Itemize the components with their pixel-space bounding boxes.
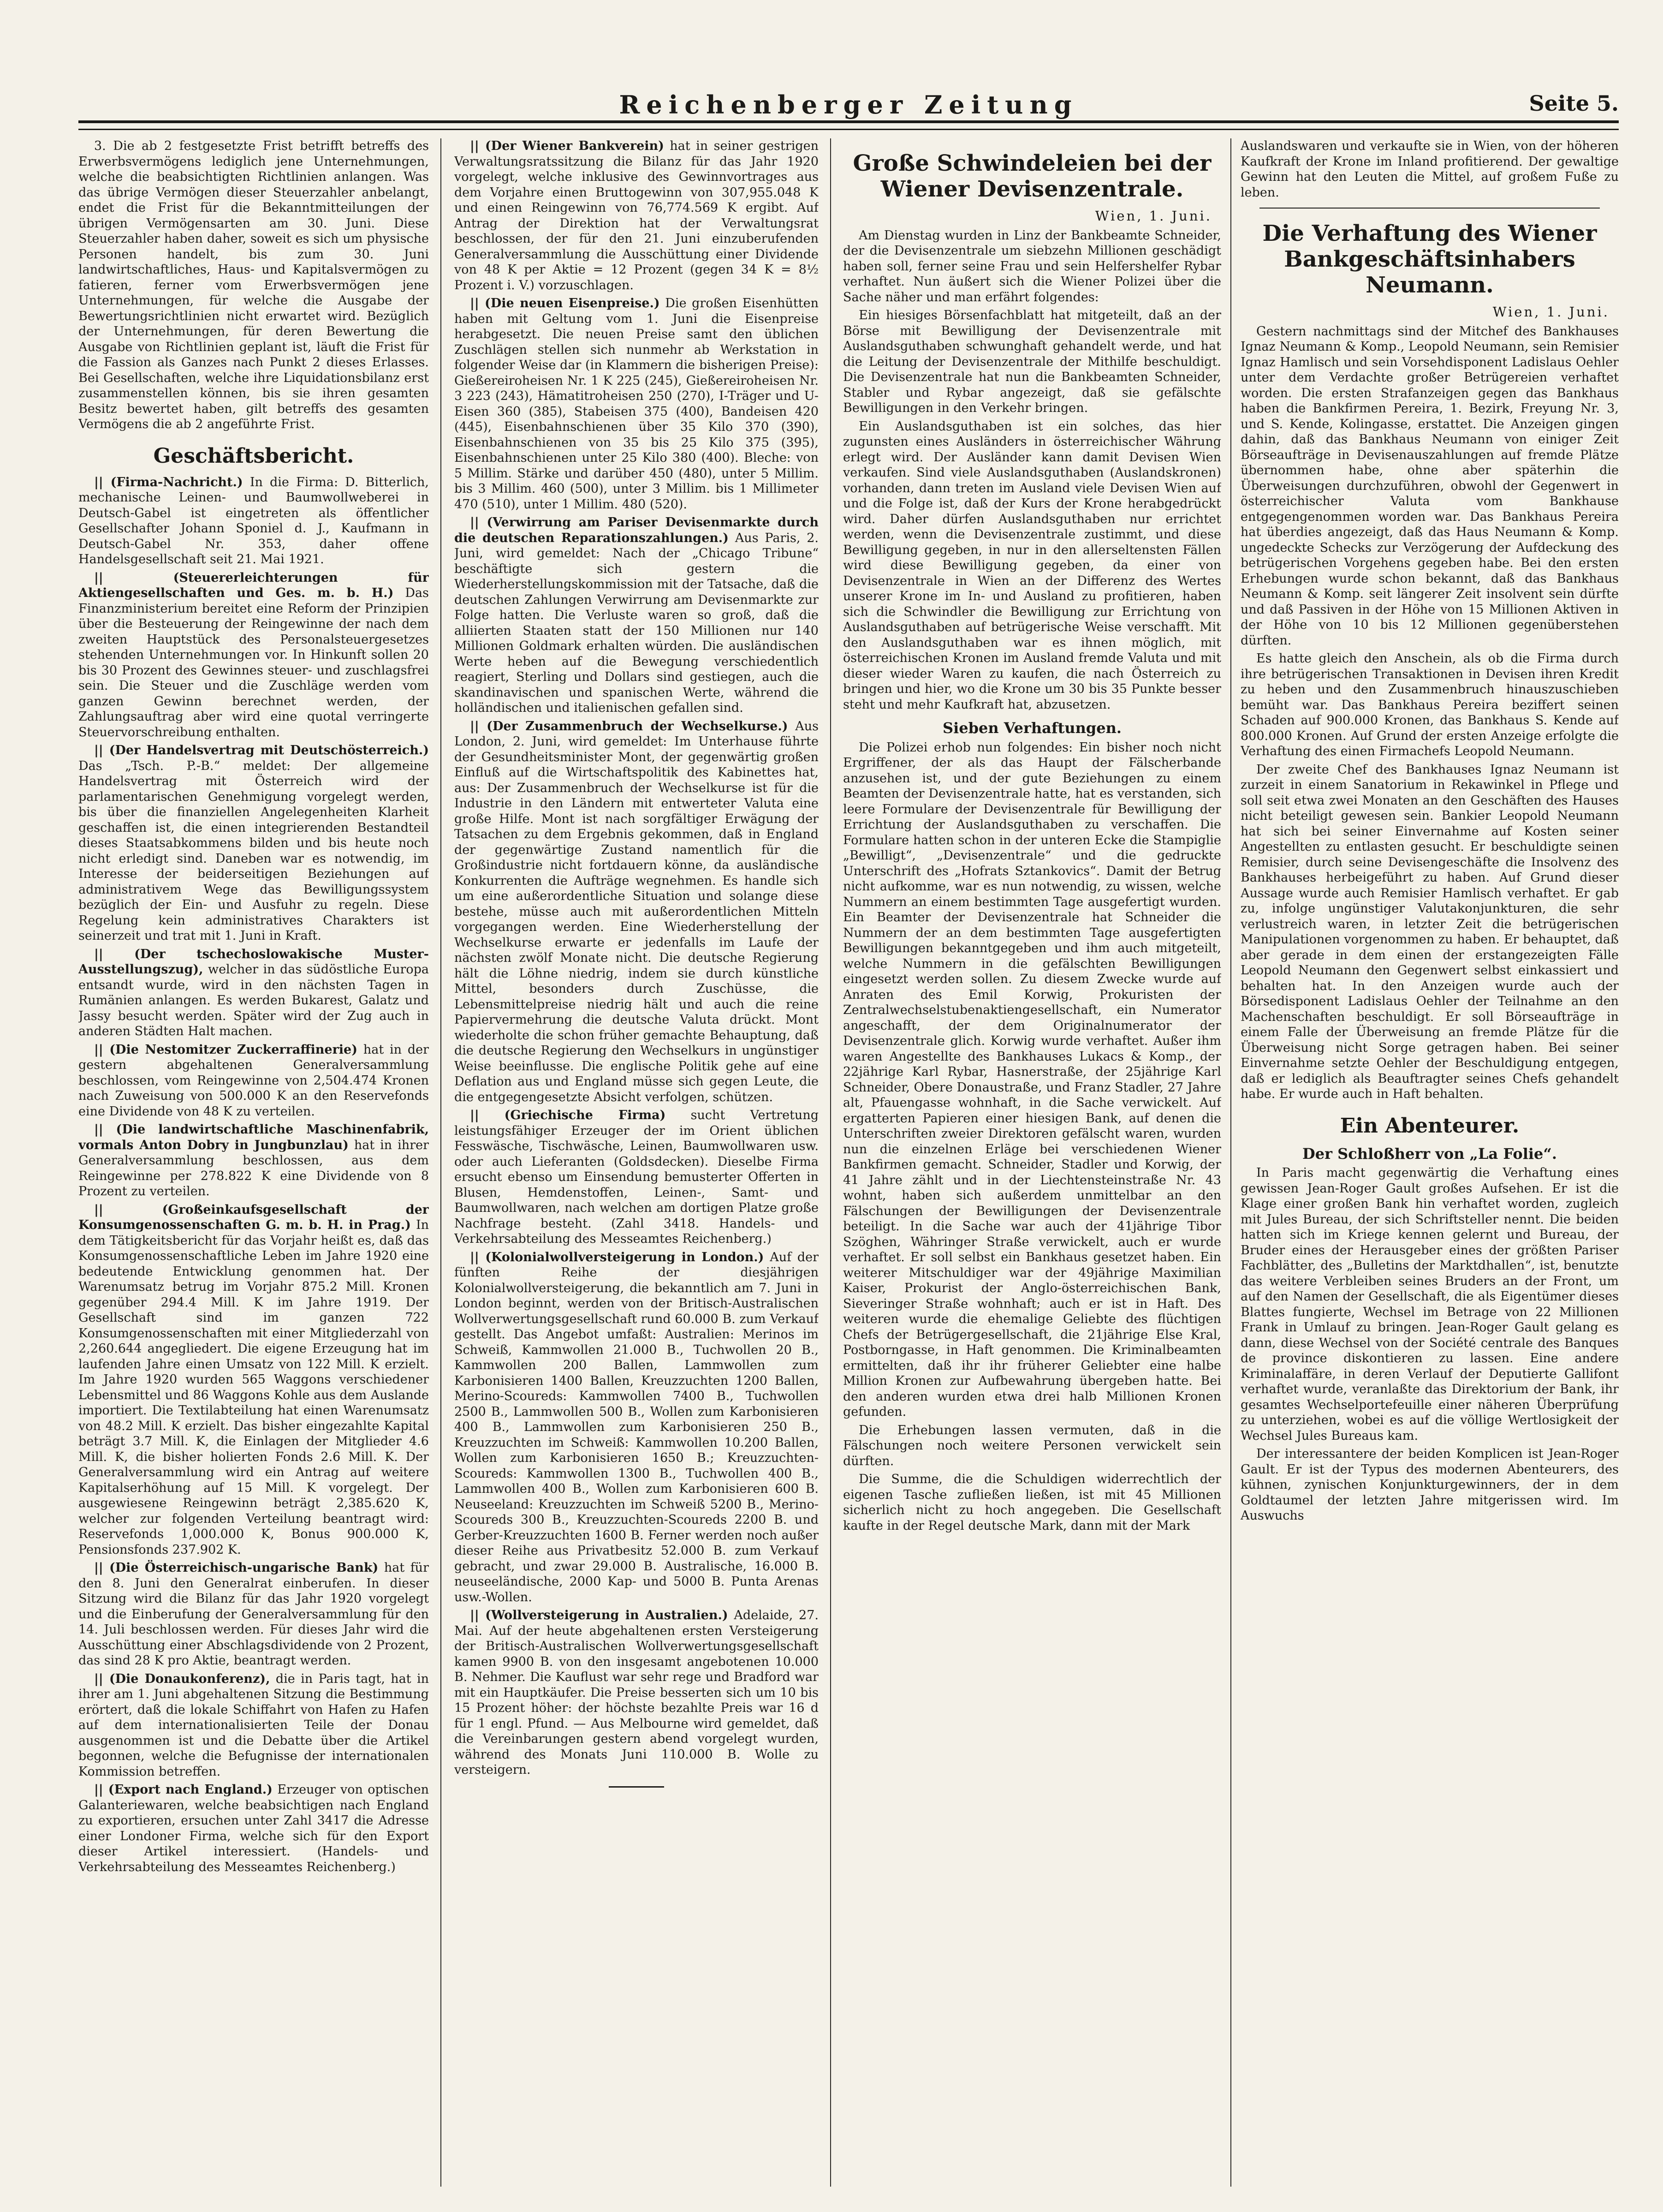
item-rubric: || (Großeinkaufsgesellschaft der Konsumgenossenschaften G. m. b. H. in Prag.) — [78, 1202, 429, 1232]
item-rubric: || (Wollversteigerung in Australien.) — [470, 1608, 728, 1622]
item-rubric: || (Die Österreichisch-ungarische Bank) — [94, 1561, 379, 1575]
item-text: sucht Vertretung leistungsfähiger Erzeuger der im Orient üblichen Fesswäsche, Tischwäsche, Leinen, Baumwollwaren usw. oder auch Lieferanten (Goldsdecken). Dieselbe Firma ersucht ebenso um Einsendung bemusterter Offerten in Blusen, Hemdenstoffen, Leinen-, Samt- und Baumwollwaren, nach welchen am dortigen Platze große Nachfrage besteht. (Zahl 3418. Handels- und Verkehrsabteilung des Messeamtes Reichenberg.) — [454, 1108, 819, 1246]
column-1 — [78, 138, 429, 2187]
article-headline-abenteurer: Ein Abenteurer. — [1340, 1114, 1520, 1138]
item-rubric: || (Die Nestomitzer Zuckerraffinerie) — [94, 1042, 358, 1057]
page-header — [78, 90, 1619, 127]
column-divider — [1230, 138, 1231, 2187]
item-rubric: || (Der Zusammenbruch der Wechselkurse.) — [470, 719, 788, 733]
item-rubric: || (Kolonialwollversteigerung in London.) — [470, 1250, 764, 1264]
column-divider — [440, 138, 441, 2187]
item-text: hat in seiner gestrigen Verwaltungsratssitzung die Bilanz für das Jahr 1920 vorgelegt, welche inklusive des Gewinnvortrages aus dem Vorjahre einen Bruttogewinn von 307,955.048 K und einen Reingewinn von 76,774.569 K ergibt. Auf Antrag der Direktion hat der Verwaltungsrat beschlossen, der für den 21. Juni einzuberufenden Generalversammlung die Ausschüttung einer Dividende von 48 K per Aktie = 12 Prozent (gegen 34 K = 8½ Prozent i. V.) vorzuschlagen. — [454, 139, 819, 292]
item-rubric: || (Der Wiener Bankverein) — [470, 139, 664, 153]
item-rubric: || (Griechische Firma) — [470, 1108, 666, 1122]
item-text: Das Finanzministerium bereitet eine Reform der Prinzipien über die Besteuerung der Reingewinne der nach dem zweiten Hauptstück des Personalsteuergesetzes stehenden Unternehmungen vor. In Hinkunft sollen 20 bis 30 Prozent des Gewinnes steuer- und zuschlagsfrei sein. Die Steuer und die Zuschläge werden vom ganzen Gewinn berechnet werden, der Zahlungsauftrag aber wird eine quotal verringerte Steuervorschreibung enthalten. — [78, 586, 429, 739]
newspaper-title: Reichenberger Zeitung — [619, 90, 1078, 119]
section-title-geschaeftsbericht: Geschäftsbericht. — [153, 444, 354, 468]
news-item — [78, 1202, 429, 1558]
news-item — [454, 1250, 819, 1605]
intro-paragraph: 3. Die ab 2 festgesetzte Frist betrifft betreffs des Erwerbsvermögens lediglich jene Unternehmungen, welche die beabsichtigten Richtlinien anlangen. Was das übrige Vermögen dieser Steuerzahler anbelangt, endet die Frist für die Bekanntmitteilungen der übrigen Vermögensarten am 30. Juni. Diese Steuerzahler haben daher, soweit es sich um physische Personen handelt, bis zum 30. Juni landwirtschaftliches, Haus- und Kapitalsvermögen zu fatieren, ferner vom Erwerbsvermögen jene Unternehmungen, für welche die Ausgabe der Bewertungsrichtlinien nicht erwartet wird. Bezüglich der Unternehmungen, für deren Bewertung die Ausgabe von Richtlinien geplant ist, läuft die Frist für die Fassion als Ganzes nach Punkt 2 dieses Erlasses. Bei Gesellschaften, welche ihre Liquidationsbilanz erst zusammenstellen können, bis sie ihren gesamten Besitz bewertet haben, gilt betreffs des gesamten Vermögens die ab 2 angeführte Frist. — [78, 139, 429, 431]
dateline: Wien, 1. Juni. — [1095, 208, 1212, 224]
item-rubric: || (Export nach England.) — [94, 1783, 273, 1797]
news-item — [454, 296, 819, 512]
article-paragraph: Die Erhebungen lassen vermuten, daß in die Fälschungen noch weitere Personen verwickelt sein dürften. — [843, 1423, 1221, 1468]
item-text: welcher in das südöstliche Europa entsandt wurde, wird in den nächsten Tagen in Rumänien anlangen. Es werden Bukarest, Galatz und Jassy besucht werden. Später wird der Zug auch in anderen Städten Halt machen. — [78, 962, 429, 1038]
column-4 — [1241, 138, 1619, 2187]
item-rubric: || (Der tschechoslowakische Muster-Ausstellungszug), — [78, 947, 429, 977]
item-text: hat in der gestern abgehaltenen Generalversammlung beschlossen, vom Reingewinne von 2,504.474 Kronen nach Zuweisung von 500.000 K an den Reservefonds eine Dividende von 48 K zu verteilen. — [78, 1042, 429, 1119]
news-item — [454, 1608, 819, 1778]
article-paragraph: Am Dienstag wurden in Linz der Bankbeamte Schneider, der die Devisenzentrale um siebzehn Millionen geschädigt haben soll, ferner seine Frau und sein Helfershelfer Rybar verhaftet. Nun äußert sich die Wiener Polizei über die Sache näher und man erfährt folgendes: — [843, 228, 1221, 304]
continued-paragraph: Auslandswaren und verkaufte sie in Wien, von der höheren Kaufkraft der Krone im Inland profitierend. Der gewaltige Gewinn hat den Leuten die Mittel, auf großem Fuße zu leben. — [1241, 139, 1619, 200]
news-item — [454, 515, 819, 716]
news-item — [454, 719, 819, 1105]
item-rubric: || (Die landwirtschaftliche Maschinenfabrik, vormals Anton Dobry in Jungbunzlau) — [78, 1122, 429, 1152]
article-paragraph: Ein Auslandsguthaben ist ein solches, das hier zugunsten eines Ausländers in österreichischer Währung erlegt wird. Der Ausländer kann damit Devisen Wien verkaufen. Sind viele Auslandsguthaben (Auslandskronen) vorhanden, dann treten im Ausland viele Devisen Wien auf und die Folge ist, daß der Kurs der Krone herabgedrückt wird. Daher dürfen Auslandsguthaben nur errichtet werden, wenn die Devisenzentrale zustimmt, und diese Bewilligung gegeben, in nur in den allerseltensten Fällen wird diese Bewilligung gegeben, da einer von Devisenzentrale in Wien an der Differenz des Wertes unserer Krone im In- und Ausland zu profitieren, haben sich die Schwindler die Bewilligung zur Errichtung von Auslandsguthaben auf betrügerische Weise verschafft. Mit den Auslandsguthaben war es ihnen möglich, mit österreichischen Kronen im Ausland fremde Valuta und mit dieser wieder Waren zu kaufen, die nach Österreich zu bringen und hier, wo die Krone um 30 bis 35 Punkte besser steht und mehr Kaufkraft hat, abzusetzen. — [843, 419, 1221, 712]
item-text: Aus London, 2. Juni, wird gemeldet: Im Unterhause führte der Gesundheitsminister Mont, der gegenwärtig großen Einfluß auf die Wirtschaftspolitik des Kabinettes hat, aus: Der Zusammenbruch der Wechselkurse ist für die Industrie in den Ländern mit entwerteter Valuta eine große Hilfe. Mont ist nach sorgfältiger Erwägung der Tatsachen zu dem Ergebnis gekommen, daß in England der gegenwärtige Zustand namentlich für die Großindustrie nicht fortdauern könne, da ausländische Konkurrenten die Aufträge wegnehmen. Es handle sich um eine außerordentliche Situation und solange diese bestehe, müsse auch mit außerordentlichen Mitteln vorgegangen werden. Eine Wiederherstellung der Wechselkurse erwarte er jedenfalls im Laufe der nächsten zwölf Monate nicht. Die deutsche Regierung hält die Löhne niedrig, indem sie durch künstliche Mittel, besonders durch Zuschüsse, die Lebensmittelpreise niedrig hält und auch die reine Papiervermehrung die deutsche Valuta drückt. Mont wiederholte die schon früher gemachte Behauptung, daß die deutsche Regierung den Wechselkurs in ungünstiger Weise beeinflusse. Die englische Politik gehe auf eine Deflation aus und England müsse sich gegen Leute, die die entgegengesetzte Absicht verfolgen, schützen. — [454, 719, 819, 1104]
news-item — [78, 570, 429, 740]
end-rule — [609, 1786, 664, 1788]
article-headline-neumann: Die Verhaftung des Wiener Bankgeschäftsinhabers Neumann. — [1262, 221, 1597, 298]
item-text: In dem Tätigkeitsbericht für das Vorjahr heißt es, daß das Konsumgenossenschaftliche Leben im Jahre 1920 eine bedeutende Entwicklung genommen hat. Der Warenumsatz betrug im Vorjahr 875.2 Mill. Kronen gegenüber 294.4 Mill. K im Jahre 1919. Der Gesellschaft sind im ganzen 722 Konsumgenossenschaften mit einer Mitgliederzahl von 2,260.644 angegliedert. Die eigene Erzeugung hat im laufenden Jahre einen Umsatz von 122 Mill. K erzielt. Im Jahre 1920 wurden 565 Waggons verschiedener Lebensmittel und 86 Waggons Kohle aus dem Auslande importiert. Die Textilabteilung hat einen Warenumsatz von 48.2 Mill. K erzielt. Das bisher eingezahlte Kapital beträgt 3.7 Mill. K, die Einlagen der Mitglieder 4.6 Mill. K, die bisher holierten Fonds 2.6 Mill. K. Der Generalversammlung wird ein Antrag auf weitere Kapitalserhöhung auf 15 Mill. K vorgelegt. Der ausgewiesene Reingewinn beträgt 2,385.620 K, welcher zur folgenden Verteilung beantragt wird: Reservefonds 1,000.000 K, Bonus 900.000 K, Pensionsfonds 237.902 K. — [78, 1218, 429, 1557]
item-text: Das „Tsch. P.-B.“ meldet: Der allgemeine Handelsvertrag mit Österreich wird der parlamentarischen Genehmigung vorgelegt werden, bis über die finanziellen Angelegenheiten Klarheit geschaffen ist, die einen integrierenden Bestandteil dieses Staatsabkommens bilden und bis heute noch nicht erledigt sind. Daneben war es notwendig, im Interesse der beiderseitigen Beziehungen auf administrativem Wege das Bewilligungssystem bezüglich der Ein- und Ausfuhr zu regeln. Diese Regelung kein administratives Charakters ist seinerzeit und trat mit 1. Juni in Kraft. — [78, 758, 429, 943]
item-rubric: || (Steuererleichterungen für Aktiengesellschaften und Ges. m. b. H.) — [78, 570, 429, 600]
news-item — [78, 475, 429, 567]
news-item — [454, 1108, 819, 1247]
subhead-schlossherr: Der Schloßherr von „La Folie“. — [1302, 1145, 1557, 1163]
item-rubric: || (Die Donaukonferenz), — [94, 1671, 270, 1686]
item-rubric: || (Firma-Nachricht.) — [94, 475, 243, 489]
news-items — [78, 475, 429, 1875]
news-item — [78, 1671, 429, 1780]
article-headline-devisenzentrale: Große Schwindeleien bei der Wiener Devisenzentrale. — [853, 150, 1212, 202]
article-paragraph: Die Polizei erhob nun folgendes: Ein bisher noch nicht Ergriffener, der als das Haupt der Fälscherbande anzusehen ist, und der gute Beziehungen zu einem Beamten der Devisenzentrale hatte, hat es verstanden, sich leere Formulare der Devisenzentrale für Bewilligung der Errichtung der Auslandsguthaben zu verschaffen. Die Formulare hatten schon in der unteren Ecke die Stampiglie „Bewilligt“, „Devisenzentrale“ und die gedruckte Unterschrift des „Hofrats Sztankovics“. Damit der Betrug nicht aufkomme, war es nun notwendig, zu wissen, welche Nummern an einem bestimmten Tage ausgefertigt wurden. Ein Beamter der Devisenzentrale hat Schneider die Nummern der an dem bestimmten Tage ausgefertigten Bewilligungen bekanntgegeben und ihm auch mitgeteilt, welche Nummern in die gefälschten Bewilligungen eingesetzt werden sollen. Zu diesem Zwecke wurde auf Anraten des Emil Korwig, Prokuristen der Zentralwechselstubenaktiengesellschaft, ein Numerator angeschafft, der dem Originalnumerator der Devisenzentrale glich. Korwig wurde verhaftet. Außer ihm waren Angestellte des Bankhauses Lukacs & Komp., der 22jährige Karl Rybar, Hasnerstraße, der 25jährige Karl Schneider, Obere Donaustraße, und Franz Stadler, 27 Jahre alt, Pfauengasse wohnhaft, in die Sache verwickelt. Auf ergatterten Papieren einer hiesigen Bank, auf denen die Unterschriften zweier Direktoren gefälscht waren, wurden nun die einzelnen Erläge bei verschiedenen Wiener Bankfirmen gemacht. Schneider, Stadler und Korwig, der 41 Jahre zählt und in der Liechtensteinstraße Nr. 43 wohnt, haben sich außerdem unmittelbar an den Fälschungen der Bewilligungen der Devisenzentrale beteiligt. In die Sache war auch der 41jährige Tibor Szöghen, Währinger Straße verwickelt, auch er wurde verhaftet. Er soll selbst ein Bankhaus gesetzet haben. Ein weiterer Mitschuldiger war der 49jährige Maximilian Kaiser, Prokurist der Anglo-österreichischen Bank, Sieveringer Straße wohnhaft; auch er ist in Haft. Des weiteren wurde die ehemalige Geliebte des flüchtigen Chefs der Betrügergesellschaft, die 21jährige Else Kral, Postborngasse, in Haft genommen. Die Kriminalbeamten ermittelten, daß ihr ihr früherer Geliebter eine halbe Million Kronen zur Aufbewahrung übergeben hatte. Bei den anderen wurden etwa drei halb Millionen Kronen gefunden. — [843, 740, 1221, 1419]
news-item — [78, 1042, 429, 1120]
article-paragraph: Die Summe, die die Schuldigen widerrechtlich der eigenen Tasche zufließen ließen, ist mit 45 Millionen sicherlich nicht zu hoch angegeben. Die Gesellschaft kaufte in der Regel deutsche Mark, dann mit der Mark — [843, 1472, 1221, 1533]
news-item — [78, 743, 429, 944]
article-paragraph: Der interessantere der beiden Komplicen ist Jean-Roger Gault. Er ist der Typus des modernen Abenteurers, des kühnen, zynischen Konjunkturgewinners, der in dem Goldtaumel der letzten Jahre mitgerissen wird. Im Auswuchs — [1241, 1447, 1619, 1523]
news-item — [78, 1782, 429, 1875]
column-2 — [454, 138, 819, 2187]
column-3 — [843, 138, 1221, 2187]
item-text: hat für den 8. Juni den Generalrat einberufen. In dieser Sitzung wird die Bilanz für das Jahr 1920 vorgelegt und die Einberufung der Generalversammlung für den 14. Juli beschlossen werden. Für dieses Jahr wird die Ausschüttung einer Abschlagsdividende von 2 Prozent, das sind 28 K pro Aktie, beantragt werden. — [78, 1561, 429, 1668]
item-text: hat in ihrer Generalversammlung beschlossen, aus dem Reingewinne per 278.822 K eine Dividende von 8 Prozent zu verteilen. — [78, 1138, 429, 1198]
item-rubric: || (Der Handelsvertrag mit Deutschösterreich.) — [94, 743, 429, 757]
news-item — [78, 1122, 429, 1199]
article-paragraph: Der zweite Chef des Bankhauses Ignaz Neumann ist zurzeit in einem Sanatorium in Rekawinkel in Pflege und soll seit etwa zwei Monaten an den Geschäften des Hauses nicht beteiligt gewesen sein. Bankier Leopold Neumann hat sich bei seiner Einvernahme auf Kosten seiner Angestellten zu entlasten gesucht. Er beschuldigte seinen Remisier, durch seine Devisengeschäfte die Insolvenz des Bankhauses herbeigeführt zu haben. Auf Grund dieser Aussage wurde auch Remisier Hamlisch verhaftet. Er gab zu, infolge ungünstiger Valutakonjunkturen, die sehr verlustreich waren, in letzter Zeit die betrügerischen Manipulationen vorgenommen zu haben. Er behauptet, daß aber gerade in dem einen der erstangezeigten Fälle Leopold Neumann den Gegenwert selbst einkassiert und behalten hat. In den Anzeigen wurde auch der Börsedisponent Ladislaus Oehler der Teilnahme an den Machenschaften beschuldigt. Er soll Börseaufträge in einem Falle der Überweisung an fremde Plätze für die Überweisung nicht Sorge getragen haben. Bei seiner Einvernahme setzte Oehler der Beschuldigung entgegen, daß er lediglich als Beauftragter seines Chefs gehandelt habe. Er wurde auch in Haft behalten. — [1241, 762, 1619, 1101]
dateline: Wien, 1. Juni. — [1492, 304, 1610, 320]
article-paragraph: In Paris macht gegenwärtig die Verhaftung eines gewissen Jean-Roger Gault großes Aufsehen. Er ist die Klage einer großen Bank hin verhaftet worden, zugleich mit Jules Bureau, der sich Schriftsteller nennt. Die beiden hatten sich im Kriege kennen gelernt und Bureau, der Bruder eines der Herausgeber eines der größten Pariser Fachblätter, des „Bulletins der Marktdhallen“, ist, benutzte das weitere Verbleiben seines Bruders an der Front, um auf den Namen der Gesellschaft, die als Eigentümer dieses Blattes fungierte, Wechsel im Betrage von 22 Millionen Frank in Umlauf zu bringen. Jean-Roger Gault gelang es dann, diese Wechsel von der Société centrale des Banques de province diskontieren zu lassen. Eine andere Kriminalaffäre, in deren Verlauf der Deputierte Gallifont verhaftet wurde, veranlaßte das Direktorium der Bank, ihr gesamtes Wechselportefeuille einer näheren Überprüfung zu unterziehen, wobei es auf die völlige Wertlosigkeit der Wechsel Jules Bureaus kam. — [1241, 1166, 1619, 1443]
item-rubric: || (Die neuen Eisenpreise.) — [470, 296, 660, 310]
item-text: Aus Paris, 2. Juni, wird gemeldet: Nach der „Chicago Tribune“ beschäftigte sich gestern die Wiederherstellungskommission mit der Tatsache, daß die deutschen Zahlungen Verwirrung am Devisenmarkte zur Folge hatten. Die Verluste waren so groß, daß die alliierten Staaten statt der 150 Millionen nur 140 Millionen Goldmark erhalten würden. Die ausländischen Werte heben auf die Bewegung verschiedentlich reagiert, Sterling und Dollars sind gestiegen, auch die skandinavischen und spanischen Werte, während die holländischen und italienischen gefallen sind. — [454, 531, 819, 715]
item-rubric: || (Verwirrung am Pariser Devisenmarkte durch die deutschen Reparationszahlungen.) — [454, 515, 819, 545]
header-rule — [78, 120, 1619, 130]
item-text: Adelaide, 27. Mai. Auf der heute abgehaltenen ersten Versteigerung der Britisch-Australischen Wollverwertungsgesellschaft kamen 9900 B. von den insgesamt angebotenen 10.000 B. Nehmer. Die Kauflust war sehr rege und Bradford war mit ein Hauptkäufer. Die Preise besserten sich um 10 bis 15 Prozent höher: der höchste bezahlte Preis war 16 d für 1 engl. Pfund. — Aus Melbourne wird gemeldet, daß die Vereinbarungen gestern abend vorgelegt wurden, während des Monats Juni 110.000 B. Wolle zu versteigern. — [454, 1608, 819, 1777]
subhead-verhaftungen: Sieben Verhaftungen. — [942, 719, 1122, 737]
page-number: Seite 5. — [1529, 91, 1619, 116]
article-paragraph: Gestern nachmittags sind der Mitchef des Bankhauses Ignaz Neumann & Komp., Leopold Neumann, sein Remisier Ignaz Hamlisch und sein Vorsehdisponent Ladislaus Oehler unter dem Verdachte großer Betrügereien verhaftet worden. Die ersten Strafanzeigen gegen das Bankhaus haben die Bankfirmen Pereira, 1. Bezirk, Freyung Nr. 3, und S. Kende, Kolingasse, erstattet. Die Anzeigen gingen dahin, daß das Bankhaus Neumann von einiger Zeit Börseaufträge in Devisenauszahlungen auf fremde Plätze übernommen habe, ohne aber späterhin die Überweisungen durchzuführen, obwohl der Gegenwert in österreichischer Valuta vom Bankhause entgegengenommen worden war. Das Bankhaus Pereira hat überdies angezeigt, daß das Haus Neumann & Komp. ungedeckte Schecks zur Verzögerung der Aufdeckung des betrügerischen Vorgehens gegeben habe. Bei den ersten Erhebungen wurde schon bekannt, daß das Bankhaus Neumann & Komp. seit längerer Zeit insolvent sein dürfte und daß Passiven in der Höhe von 15 Millionen Aktiven in der Höhe von 10 bis 12 Millionen gegenüberstehen dürften. — [1241, 324, 1619, 648]
article-separator — [1259, 208, 1600, 209]
article-paragraph: Es hatte gleich den Anschein, als ob die Firma durch ihre betrügerischen Transaktionen in Devisen ihren Kredit zu heben und den Zusammenbruch hinauszuschieben bemüht war. Das Bankhaus Pereira beziffert seinen Schaden auf 900.000 Kronen, das Bankhaus S. Kende auf 800.000 Kronen. Auf Grund der ersten Anzeige erfolgte die Verhaftung des einen Firmachefs Leopold Neumann. — [1241, 651, 1619, 758]
article-paragraph: Ein hiesiges Börsenfachblatt hat mitgeteilt, daß an der Börse mit Bewilligung der Devisenzentrale mit Auslandsguthaben schwunghaft gehandelt werde, und hat die Leitung der Devisenzentrale der Mithilfe beschuldigt. Die Devisenzentrale hat nun die Bankbeamten Schneider, Stabler und Rybar angezeigt, daß sie gefälschte Bewilligungen in den Verkehr bringen. — [843, 308, 1221, 415]
news-item — [78, 1560, 429, 1669]
news-item — [78, 947, 429, 1039]
item-text: die in Paris tagt, hat in ihrer am 1. Juni abgehaltenen Sitzung die Bestimmung erörtert, daß die lokale Schiffahrt von Hafen zu Hafen auf dem internationalisierten Teile der Donau ausgenommen ist und die Debatte über die Artikel begonnen, welche die Befugnisse der internationalen Kommission betreffen. — [78, 1671, 429, 1779]
item-text: Auf der fünften Reihe der diesjährigen Kolonialwollversteigerung, die bekanntlich am 7. Juni in London beginnt, werden von der Britisch-Australischen Wollverwertungsgesellschaft rund 60.000 B. zum Verkauf gestellt. Das Angebot umfaßt: Australien: Merinos im Schweiß, Kammwollen 21.000 B., Tuchwollen 20 B., Kammwollen 200 Ballen, Lammwollen zum Karbonisieren 1400 Ballen, Kreuzzuchten 1200 Ballen, Merino-Scoureds: Kammwollen 7400 B., Tuchwollen 2500 B., Lammwollen 500 B., Wollen zum Karbonisieren 400 B., Lammwollen zum Karbonisieren 250 B., Kreuzzuchten im Schweiß: Kammwollen 10.200 Ballen, Wollen zum Karbonisieren 1650 B.; Kreuzzuchten-Scoureds: Kammwollen 1300 B., Tuchwollen 400 B., Lammwollen 400 B., Wollen zum Karbonisieren 600 B. Neuseeland: Kreuzzuchten im Schweiß 5200 B., Merino-Scoureds 300 B., Kreuzzuchten-Scoureds 2200 B. und Gerber-Kreuzzuchten 1600 B. Ferner werden noch außer dieser Reihe aus Privatbesitz 52.000 B. zum Verkauf gebracht, und zwar 29.000 B. Australische, 16.000 B. neuseeländische, 2000 Kap- und 5000 B. Punta Arenas usw.-Wollen. — [454, 1250, 819, 1604]
item-text: In die Firma: D. Bitterlich, mechanische Leinen- und Baumwollweberei in Deutsch-Gabel ist eingetreten als öffentlicher Gesellschafter Johann Sponiel d. J., Kaufmann in Deutsch-Gabel Nr. 353, daher offene Handelsgesellschaft seit 21. Mai 1921. — [78, 475, 429, 566]
item-text: Die großen Eisenhütten haben mit Geltung vom 1. Juni die Eisenpreise herabgesetzt. Die neuen Preise samt den üblichen Zuschlägen stellen sich nunmehr ab Werkstation in folgender Weise dar (in Klammern die bisherigen Preise): Gießereiroheisen Nr. 1 K 225 (245), Gießereiroheisen Nr. 3 223 (243), Hämatitroheisen 250 (270), I-Träger und U-Eisen 360 (385), Stabeisen 375 (400), Bandeisen 420 (445), Eisenbahnschienen über 35 Kilo 370 (390), Eisenbahnschienen von 35 bis 25 Kilo 375 (395), Eisenbahnschienen unter 25 Kilo 380 (400). Bleche: von 5 Millim. Stärke und darüber 450 (480), unter 5 Millim. bis 3 Millim. 460 (500), unter 3 Millim. bis 1 Millimeter 470 (510), unter 1 Millim. 480 (520). — [454, 296, 819, 512]
item-text: Erzeuger von optischen Galanteriewaren, welche beabsichtigen nach England zu exportieren, ersuchen unter Zahl 3417 die Adresse einer Londoner Firma, welche sich für den Export dieser Artikel interessiert. (Handels- und Verkehrsabteilung des Messeamtes Reichenberg.) — [78, 1783, 429, 1874]
column-divider — [830, 138, 831, 2187]
news-item — [454, 138, 819, 293]
